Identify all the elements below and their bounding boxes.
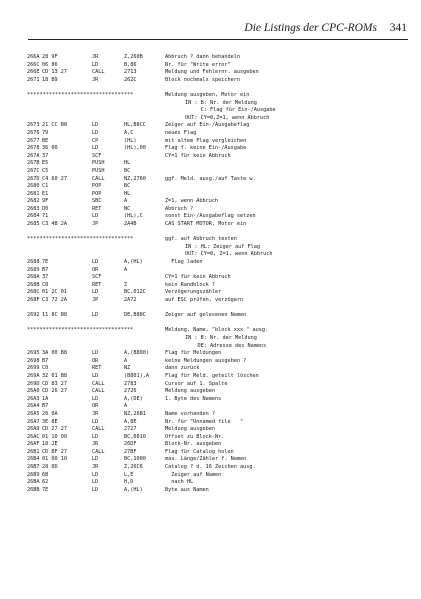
line-address: 267C [27,167,40,174]
line-mnemonic: OR [92,266,99,273]
listing-line [27,396,412,404]
listing-line [27,426,412,434]
listing-line [27,365,412,373]
line-hexcode: 9F [42,198,49,205]
line-comment: Zeiger auf gelesenen Namen [165,312,247,319]
line-address: 2685 [27,221,40,228]
line-address: 26B4 [27,456,40,463]
line-hexcode: 18 2E [42,441,58,448]
line-comment: keine Meldungen ausgeben ? [165,357,247,364]
line-hexcode: 62 [42,479,49,486]
line-address: 2698 [27,357,40,364]
line-operand: (HL),C [124,213,143,220]
section-note [27,335,412,343]
line-address: 26A5 [27,410,40,417]
line-address: 268B [27,281,40,288]
line-comment: Flag für Catalog holen [165,448,234,455]
line-comment: auf ESC prüfen, verzögern [165,297,244,303]
line-operand: A,(DE) [124,395,143,402]
section-note-text: DE: Adresse des Namens [185,342,267,349]
line-address: 269A [27,372,40,379]
listing-line [27,69,412,77]
line-comment: CY=1 für kein Abbruch [165,152,231,159]
line-operand: BC [124,183,131,190]
block-gap [27,320,412,328]
line-comment: Meldung ausgeben [165,388,215,395]
line-mnemonic: LD [92,350,99,357]
line-operand: 27BF [124,448,137,455]
listing-line [27,456,412,464]
line-comment: Name vorhanden ? [165,410,215,417]
listing-line [27,282,412,290]
line-operand: B,86 [124,61,137,68]
line-operand: 262C [124,76,137,83]
line-mnemonic: PUSH [92,167,105,174]
line-address: 269D [27,380,40,387]
line-operand: 2727 [124,426,137,433]
line-comment: Meldung und Fehlernr. ausgeben [165,69,259,76]
line-comment: Zeiger auf Namen [165,471,222,478]
line-hexcode: 01 10 00 [42,433,67,440]
line-mnemonic: SCF [92,274,102,281]
line-operand: (HL),00 [124,145,146,152]
separator-stars: ********************************** [27,236,134,243]
line-operand: DE,B88C [124,312,146,319]
line-hexcode: 1A [42,395,49,402]
line-mnemonic: SBC [92,198,102,205]
line-mnemonic: CALL [92,388,105,395]
line-mnemonic: LD [92,418,99,425]
line-address: 26A9 [27,426,40,433]
line-mnemonic: LD [92,289,99,296]
line-mnemonic: JP [92,297,99,303]
line-hexcode: 11 8C B8 [42,312,67,319]
line-comment: CY=1 für kein Abbruch [165,274,231,281]
line-hexcode: 36 00 [42,145,58,152]
line-hexcode: 32 01 B8 [42,372,67,379]
line-comment: nach HL [165,479,194,486]
section-header [27,327,412,335]
line-hexcode: C3 72 2A [42,297,67,303]
listing-line [27,138,412,146]
line-hexcode: E1 [42,190,49,197]
line-mnemonic: LD [92,471,99,478]
listing-line [27,168,412,176]
listing-line [27,403,412,411]
line-operand: A,(HL) [124,486,143,493]
line-comment: neues Flag [165,129,197,136]
listing-line [27,411,412,419]
line-comment: kein Randblock ? [165,281,215,288]
line-comment: Cursor auf 1. Spalte [165,380,228,387]
listing-line [27,449,412,457]
line-address: 266A [27,54,40,60]
line-address: 267D [27,175,40,182]
line-mnemonic: LD [92,145,99,152]
line-address: 267A [27,152,40,159]
listing-line [27,77,412,85]
listing-line [27,350,412,358]
section-note-text: IN : B: Nr. der Meldung [185,334,257,341]
listing-line [27,381,412,389]
line-operand: NZ [124,365,131,372]
line-hexcode: C0 [42,365,49,372]
line-hexcode: 6B [42,471,49,478]
line-mnemonic: POP [92,190,102,197]
line-operand: NC [124,205,131,212]
line-hexcode: B7 [42,266,49,273]
section-note [27,244,412,252]
line-comment: dann zurück [165,365,200,372]
line-operand: A [124,266,128,273]
section-note [27,251,412,259]
section-note-text: IN : HL: Zeiger auf Flag [185,243,260,250]
line-hexcode: CD BF 27 [42,448,67,455]
listing-line [27,160,412,168]
section-note [27,115,412,123]
line-comment: CAS START MOTOR, Motor ein [165,221,247,228]
line-operand: A [124,198,128,205]
line-operand: H,D [124,479,134,486]
listing-line [27,54,412,62]
line-mnemonic: SCF [92,152,102,159]
line-mnemonic: LD [92,372,99,379]
line-address: 26A3 [27,395,40,402]
line-mnemonic: OR [92,403,99,410]
line-hexcode: C4 60 27 [42,175,67,182]
line-mnemonic: LD [92,122,99,129]
line-operand: 26DF [124,441,137,448]
line-comment: Abbruch ? dann behandeln [165,54,240,60]
line-mnemonic: LD [92,213,99,220]
section-header [27,236,412,244]
section-note-text: IN : B: Nr. der Meldung [185,99,257,106]
line-address: 26A0 [27,388,40,395]
listing-line [27,198,412,206]
line-operand: A,(HL) [124,259,143,266]
line-mnemonic: LD [92,61,99,68]
listing-line [27,183,412,191]
line-address: 2688 [27,259,40,266]
line-operand: A,8E [124,418,137,425]
line-hexcode: 7E [42,259,49,266]
line-operand: Z,26C6 [124,464,143,471]
line-operand: BC,012C [124,289,146,296]
line-mnemonic: RET [92,365,102,372]
line-address: 2684 [27,213,40,220]
line-address: 2682 [27,198,40,205]
line-comment: Nr. für "Write error" [165,61,231,68]
line-comment: Block-Nr. ausgeben [165,441,222,448]
line-mnemonic: JR [92,54,99,60]
line-operand: NZ,2760 [124,175,146,182]
line-mnemonic: OR [92,357,99,364]
line-comment: Byte aus Namen [165,486,209,493]
line-mnemonic: LD [92,129,99,136]
line-hexcode: C8 [42,281,49,288]
line-comment: sonst Ein-/Ausgabeflag setzen [165,213,256,220]
line-hexcode: 06 86 [42,61,58,68]
line-address: 26B7 [27,464,40,471]
line-operand: 2726 [124,388,137,395]
line-comment: mit altem Flag vergleichen [165,137,247,144]
line-mnemonic: CP [92,137,99,144]
section-note [27,100,412,108]
listing-line [27,267,412,275]
line-hexcode: C1 [42,183,49,190]
listing-line [27,472,412,480]
line-hexcode: 3E 8E [42,418,58,425]
line-hexcode: 20 0A [42,410,58,417]
listing-line [27,479,412,487]
section-note-text: OUT: CY=0,Z=1, wenn Abbruch [185,114,270,121]
listing-line [27,153,412,161]
listing-line [27,122,412,130]
line-hexcode: CD 27 27 [42,426,67,433]
line-address: 267B [27,160,40,167]
line-address: 26A7 [27,418,40,425]
listing-line [27,145,412,153]
line-hexcode: 01 2C 01 [42,289,67,296]
listing-line [27,206,412,214]
line-address: 26B1 [27,448,40,455]
line-mnemonic: LD [92,456,99,463]
listing-line [27,191,412,199]
line-comment: Flag für Meldungen [165,350,222,357]
block-gap [27,84,412,92]
line-operand: BC,0010 [124,433,146,440]
line-operand: 2783 [124,380,137,387]
line-hexcode: 3A 00 B8 [42,350,67,357]
line-hexcode: CD 26 27 [42,388,67,395]
line-operand: HL [124,190,131,197]
line-address: 2681 [27,190,40,197]
header-rule [28,39,408,40]
block-gap [27,229,412,237]
line-comment: Offset zu Block-Nr. [165,433,225,440]
line-address: 2678 [27,145,40,152]
line-hexcode: 79 [42,129,49,136]
page-number: 341 [389,22,407,34]
line-comment: 1. Byte des Namens [165,395,222,402]
listing-line [27,373,412,381]
line-hexcode: 37 [42,274,49,281]
line-mnemonic: RET [92,281,102,288]
listing-line [27,176,412,184]
line-operand: Z [124,281,128,288]
line-address: 268F [27,297,40,303]
line-mnemonic: LD [92,395,99,402]
line-comment: Catalog ? d. 16 Zeichen ausg. [165,464,256,471]
line-operand: HL,B8CC [124,122,146,129]
line-comment: Nr. für "Unnamed file " [165,418,244,425]
line-hexcode: CD 83 27 [42,380,67,387]
listing-line [27,358,412,366]
line-operand: L,E [124,471,134,478]
line-address: 2695 [27,350,40,357]
line-comment: Z=1, wenn Abbruch [165,198,219,205]
line-comment: Abbruch ? [165,205,194,212]
line-hexcode: C3 4B 2A [42,221,67,228]
line-operand: BC [124,167,131,174]
separator-stars: ********************************** [27,91,134,98]
line-hexcode: 01 00 10 [42,456,67,463]
line-mnemonic: RET [92,205,102,212]
line-address: 26B9 [27,471,40,478]
line-hexcode: B7 [42,403,49,410]
line-hexcode: E5 [42,160,49,167]
line-mnemonic: LD [92,486,99,493]
line-address: 2692 [27,312,40,319]
line-mnemonic: JR [92,441,99,448]
line-mnemonic: LD [92,259,99,266]
line-mnemonic: JR [92,464,99,471]
listing-line [27,289,412,297]
line-address: 266C [27,61,40,68]
listing-line [27,388,412,396]
line-hexcode: D0 [42,205,49,212]
line-hexcode: 7E [42,486,49,493]
listing-line [27,464,412,472]
line-comment: Flag für Meld. geteilt löschen [165,372,259,379]
line-mnemonic: POP [92,183,102,190]
line-comment: max. Länge/Zähler f. Namen [165,456,247,463]
line-mnemonic: CALL [92,426,105,433]
line-comment: Verzögerungszähler [165,289,222,296]
line-address: 26AF [27,441,40,448]
line-address: 266E [27,69,40,76]
listing-line [27,487,412,495]
running-title: Die Listings der CPC-ROMs [244,22,377,34]
listing-line [27,274,412,282]
listing-line [27,213,412,221]
section-note-text: OUT: CY=0, Z=1, wenn Abbruch [185,251,273,258]
block-gap [27,305,412,313]
page-header [0,22,421,38]
section-title: ggf. auf Abbruch testen [165,236,237,243]
line-operand: 2A4B [124,221,137,228]
section-note-text: C: Flag für Ein-/Ausgabe [185,107,276,114]
line-hexcode: BE [42,137,49,144]
line-mnemonic: CALL [92,69,105,76]
line-mnemonic: JR [92,410,99,417]
line-operand: A [124,357,128,364]
line-mnemonic: CALL [92,448,105,455]
listing-line [27,62,412,70]
section-note [27,107,412,115]
line-hexcode: 28 9F [42,54,58,60]
line-comment: Flag laden [165,259,203,266]
line-hexcode: B7 [42,357,49,364]
line-hexcode: C5 [42,167,49,174]
line-address: 2676 [27,129,40,136]
line-mnemonic: JP [92,221,99,228]
line-operand: HL [124,160,131,167]
line-comment: Meldung ausgeben [165,426,215,433]
line-mnemonic: LD [92,479,99,486]
line-operand: 2713 [124,69,137,76]
line-comment: Zeiger auf Ein-/Ausgabeflag [165,122,250,129]
listing-line [27,441,412,449]
line-hexcode: 37 [42,152,49,159]
line-operand: Z,260B [124,54,143,60]
section-title: Meldung, Name, "block xxx " ausg. [165,327,269,334]
line-address: 26AC [27,433,40,440]
separator-stars: ********************************** [27,327,134,334]
line-operand: 2A72 [124,297,137,303]
line-mnemonic: JR [92,76,99,83]
line-comment: Flag f. keine Ein-/Ausgabe [165,145,247,152]
line-address: 2673 [27,122,40,129]
line-address: 26BB [27,486,40,493]
listing-line [27,130,412,138]
line-operand: (HL) [124,137,137,144]
line-mnemonic: CALL [92,175,105,182]
line-hexcode: 28 0D [42,464,58,471]
line-hexcode: 71 [42,213,49,220]
line-address: 268A [27,274,40,281]
line-hexcode: 21 CC B8 [42,122,67,129]
line-mnemonic: CALL [92,380,105,387]
listing-line [27,419,412,427]
line-comment: Block nochmals speichern [165,76,240,83]
line-operand: NZ,26B1 [124,410,146,417]
line-address: 2671 [27,76,40,83]
section-note [27,343,412,351]
listing-line [27,221,412,229]
line-mnemonic: LD [92,312,99,319]
line-address: 26BA [27,479,40,486]
line-operand: A [124,403,128,410]
line-operand: A,C [124,129,134,136]
line-comment: ggf. Meld. ausg./auf Taste w. [165,175,256,182]
listing-line [27,259,412,267]
listing-line [27,297,412,305]
listing-line [27,312,412,320]
line-operand: A,(B800) [124,350,149,357]
line-address: 26A4 [27,403,40,410]
section-title: Meldung ausgeben, Motor ein [165,91,250,98]
line-hexcode: CD 13 27 [42,69,67,76]
line-mnemonic: PUSH [92,160,105,167]
line-operand: BC,1000 [124,456,146,463]
line-address: 2689 [27,266,40,273]
line-hexcode: 18 B9 [42,76,58,83]
assembler-listing [27,54,412,494]
line-address: 2683 [27,205,40,212]
section-header [27,92,412,100]
line-address: 2699 [27,365,40,372]
line-mnemonic: LD [92,433,99,440]
line-operand: (B801),A [124,372,149,379]
line-address: 2680 [27,183,40,190]
listing-line [27,434,412,442]
line-address: 2677 [27,137,40,144]
line-address: 268C [27,289,40,296]
